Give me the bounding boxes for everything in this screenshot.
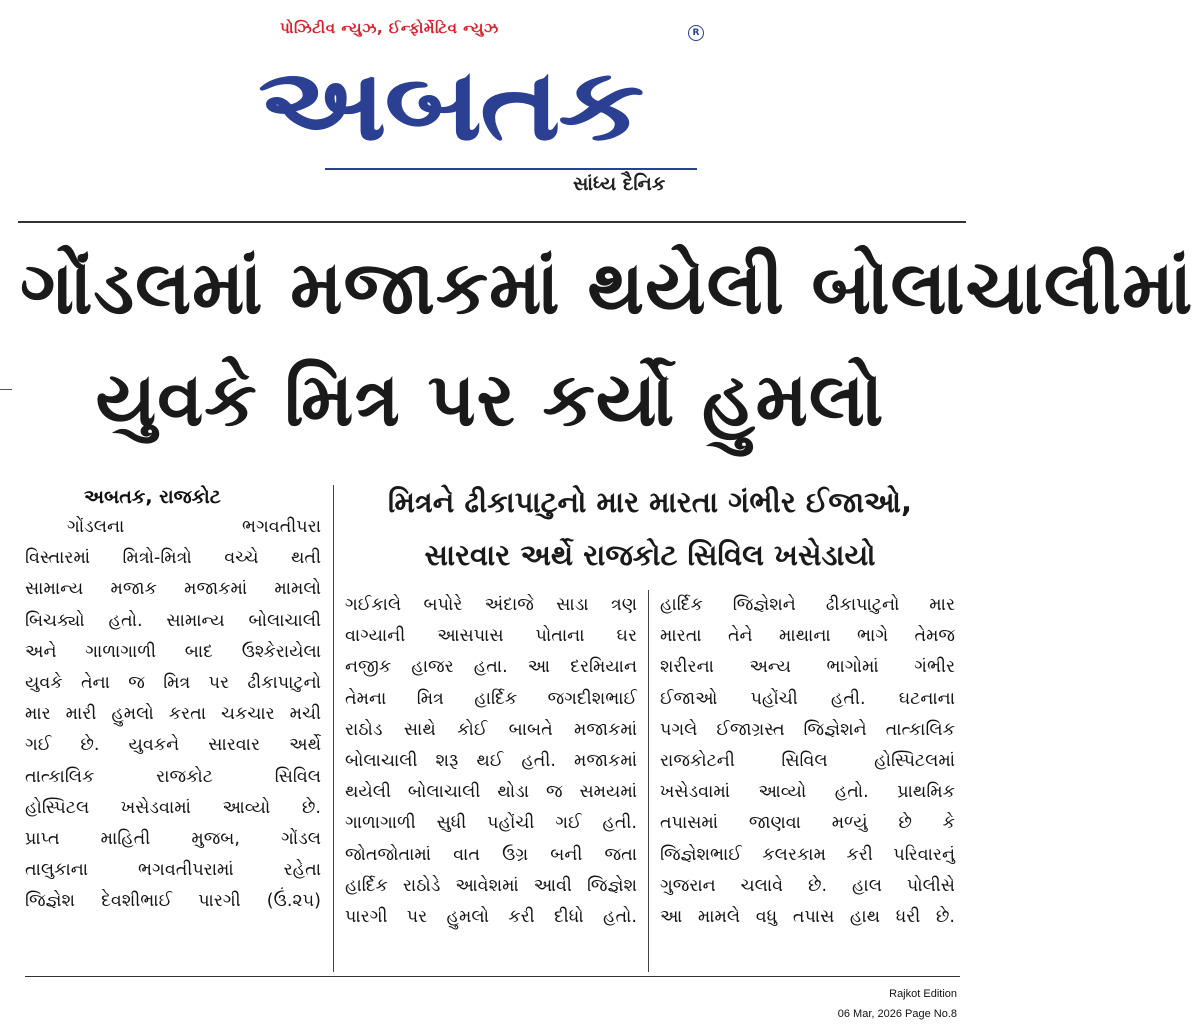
- article-line: વિસ્તારમાં મિત્રો-મિત્રો વચ્ચે થતી: [25, 548, 321, 569]
- article-line: તેમના મિત્ર હાર્દિક જગદીશભાઈ: [345, 688, 637, 709]
- article-line: જોતજોતામાં વાત ઉગ્ર બની જતા: [345, 844, 637, 865]
- article-line: બોલાચાલી શરૂ થઈ હતી. મજાકમાં: [345, 751, 637, 772]
- article-line: ઈજાઓ પહોંચી હતી. ઘટનાના: [660, 688, 955, 709]
- footer-divider: [25, 976, 960, 977]
- subheadline-line-2: સારવાર અર્થે રાજકોટ સિવિલ ખસેડાયો: [424, 538, 876, 572]
- article-line: વાગ્યાની આસપાસ પોતાના ઘર: [345, 626, 637, 647]
- article-line: શરીરના અન્ય ભાગોમાં ગંભીર: [660, 657, 955, 678]
- article-column-middle: [345, 590, 637, 933]
- article-line: તપાસમાં જાણવા મળ્યું છે કે: [660, 813, 955, 834]
- article-line: રાઠોડ સાથે કોઈ બાબતે મજાકમાં: [345, 719, 637, 740]
- article-line: હાર્દિક રાઠોડે આવેશમાં આવી જિજ્ઞેશ: [345, 875, 637, 896]
- article-column-right: [660, 590, 955, 933]
- edition-label: Rajkot Edition: [889, 988, 957, 1000]
- registered-mark-icon: R: [688, 25, 704, 41]
- article-line: માર મારી હુમલો કરતા ચકચાર મચી: [25, 704, 321, 725]
- subheadline-line-1: મિત્રને ઢીકાપાટુનો માર મારતા ગંભીર ઈજાઓ,: [387, 485, 913, 519]
- headline-line-1: ગોંડલમાં મજાકમાં થયેલી બોલાચાલીમાં: [20, 245, 1193, 331]
- article-line: નજીક હાજર હતા. આ દરમિયાન: [345, 657, 637, 678]
- column-divider: [333, 485, 334, 972]
- article-line: બિચક્યો હતો. સામાન્ય બોલાચાલી: [25, 610, 321, 631]
- article-line: સામાન્ય મજાક મજાકમાં મામલો: [25, 579, 321, 600]
- article-line: મારતા તેને માથાના ભાગે તેમજ: [660, 626, 955, 647]
- article-line: હોસ્પિટલ ખસેડવામાં આવ્યો છે.: [25, 797, 321, 818]
- logo-underline: [325, 168, 697, 170]
- newspaper-logo: અબતક: [258, 46, 642, 163]
- byline: અબતક, રાજકોટ: [84, 486, 221, 508]
- article-line: ગુજરાન ચલાવે છે. હાલ પોલીસે: [660, 875, 955, 896]
- article-line: પ્રાપ્ત માહિતી મુજબ, ગોંડલ: [25, 829, 321, 850]
- article-line: આ મામલે વધુ તપાસ હાથ ધરી છે.: [660, 907, 955, 928]
- edition-type: સાંધ્ય દૈનિક: [573, 173, 666, 195]
- article-line: ગાળાગાળી સુધી પહોંચી ગઈ હતી.: [345, 813, 637, 834]
- masthead-tagline: પોઝિટીવ ન્યુઝ, ઈન્ફોર્મેટિવ ન્યુઝ: [280, 19, 499, 37]
- article-line: જિજ્ઞેશ દેવશીભાઈ પારગી (ઉં.૨૫): [25, 891, 321, 912]
- article-line: ગોંડલના ભગવતીપરા: [67, 517, 321, 537]
- masthead: [0, 0, 967, 222]
- article-line: અને ગાળાગાળી બાદ ઉશ્કેરાયેલા: [25, 641, 321, 662]
- column-divider: [648, 590, 649, 972]
- article-line: હાર્દિક જિજ્ઞેશને ઢીકાપાટુનો માર: [660, 595, 955, 615]
- article-line: યુવકે તેના જ મિત્ર પર ઢીકાપાટુનો: [25, 673, 321, 694]
- article-line: પગલે ઈજાગ્રસ્ત જિજ્ઞેશને તાત્કાલિક: [660, 719, 955, 740]
- article-line: જિજ્ઞેશભાઈ કલરકામ કરી પરિવારનું: [660, 844, 955, 865]
- article-line: ખસેડવામાં આવ્યો હતો. પ્રાથમિક: [660, 782, 955, 803]
- headline-line-2: યુવકે મિત્ર પર કર્યો હુમલો: [95, 357, 885, 443]
- article-column-left: [25, 512, 321, 918]
- date-page-label: 06 Mar, 2026 Page No.8: [837, 1008, 957, 1020]
- article-line: તાલુકાના ભગવતીપરામાં રહેતા: [25, 860, 321, 881]
- article-line: ગઈકાલે બપોરે અંદાજે સાડા ત્રણ: [345, 595, 637, 615]
- article-line: રાજકોટની સિવિલ હોસ્પિટલમાં: [660, 751, 955, 772]
- article-line: ગઈ છે. યુવકને સારવાર અર્થે: [25, 735, 321, 756]
- article-line: થયેલી બોલાચાલી થોડા જ સમયમાં: [345, 782, 637, 803]
- header-divider: [18, 221, 966, 223]
- article-line: પારગી પર હુમલો કરી દીધો હતો.: [345, 907, 637, 928]
- article-line: તાત્કાલિક રાજકોટ સિવિલ: [25, 766, 321, 787]
- margin-tick: [0, 389, 12, 390]
